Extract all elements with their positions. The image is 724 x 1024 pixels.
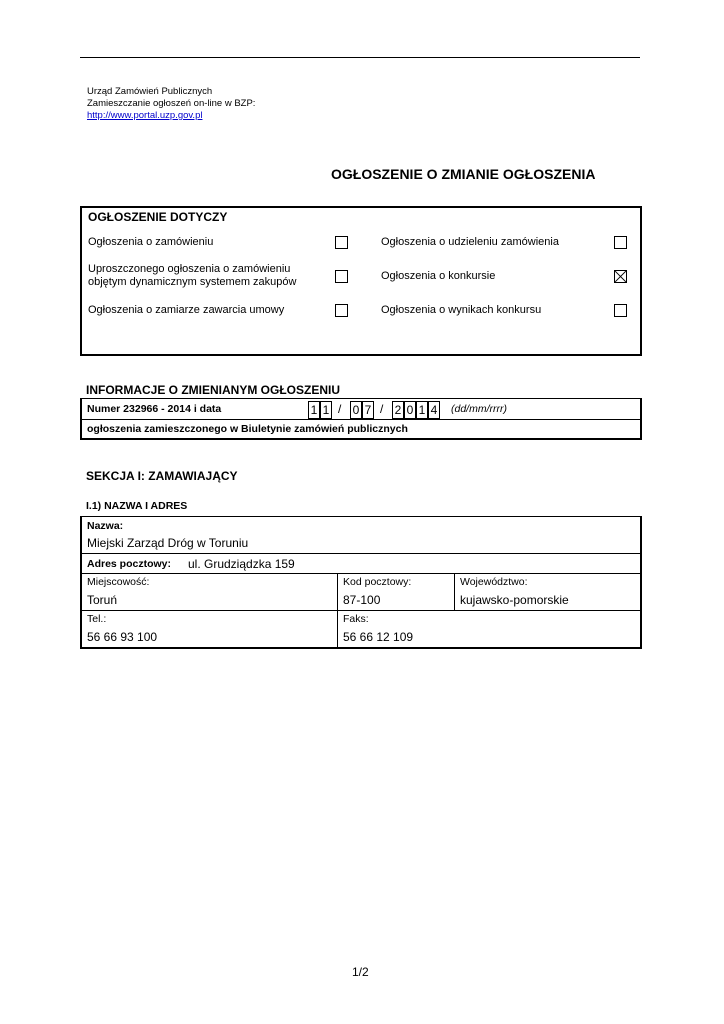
address-label: Adres pocztowy: xyxy=(87,558,172,570)
tel-label: Tel.: xyxy=(87,613,107,625)
city-label: Miejscowość: xyxy=(87,576,150,588)
name-value: Miejski Zarząd Dróg w Toruniu xyxy=(87,536,249,550)
date-day-digit-1[interactable]: 1 xyxy=(308,401,320,419)
checkbox-simplified-notice[interactable] xyxy=(335,270,348,283)
contracting-authority-box xyxy=(80,516,642,649)
changed-notice-heading: INFORMACJE O ZMIENIANYM OGŁOSZENIU xyxy=(86,383,341,397)
checkbox-order-notice[interactable] xyxy=(335,236,348,249)
notice-concerns-box xyxy=(80,206,642,356)
changed-notice-box xyxy=(80,398,642,440)
date-separator: / xyxy=(380,402,384,416)
notice-number-label: Numer 232966 - 2014 i data xyxy=(87,403,222,415)
column-divider xyxy=(454,573,455,610)
portal-link[interactable]: http://www.portal.uzp.gov.pl xyxy=(87,110,203,121)
header-rule xyxy=(80,57,640,58)
checkbox-award-notice[interactable] xyxy=(614,236,627,249)
notice-bulletin-label: ogłoszenia zamieszczonego w Biuletynie zamówień publicznych xyxy=(87,423,408,435)
issuer-header xyxy=(87,86,255,122)
date-year-digit-4[interactable]: 4 xyxy=(428,401,440,419)
date-month-digit-1[interactable]: 0 xyxy=(350,401,362,419)
name-label: Nazwa: xyxy=(87,520,124,532)
date-separator: / xyxy=(338,402,342,416)
row-divider xyxy=(82,573,640,574)
option-label-simplified-notice: Uproszczonego ogłoszenia o zamówieniu objętym dynamicznym systemem zakupów xyxy=(88,263,297,288)
date-year-digit-3[interactable]: 1 xyxy=(416,401,428,419)
section1-subheading: I.1) NAZWA I ADRES xyxy=(86,500,188,512)
section1-heading: SEKCJA I: ZAMAWIAJĄCY xyxy=(86,469,238,483)
city-value: Toruń xyxy=(87,593,118,607)
page-number: 1/2 xyxy=(352,965,369,979)
checkbox-contest-results[interactable] xyxy=(614,304,627,317)
option-label-order-notice: Ogłoszenia o zamówieniu xyxy=(88,236,214,248)
fax-value: 56 66 12 109 xyxy=(343,630,414,644)
address-value: ul. Grudziądzka 159 xyxy=(188,557,295,571)
issuer-name: Urząd Zamówień Publicznych xyxy=(87,86,213,97)
province-label: Województwo: xyxy=(460,576,528,588)
document-title: OGŁOSZENIE O ZMIANIE OGŁOSZENIA xyxy=(331,166,596,182)
tel-value: 56 66 93 100 xyxy=(87,630,158,644)
checkbox-contest-notice[interactable] xyxy=(614,270,627,283)
date-format-hint: (dd/mm/rrrr) xyxy=(451,403,507,415)
fax-label: Faks: xyxy=(343,613,369,625)
row-divider xyxy=(82,610,640,611)
date-year-digit-1[interactable]: 2 xyxy=(392,401,404,419)
option-label-contest-notice: Ogłoszenia o konkursie xyxy=(381,270,496,282)
option-label-intent-notice: Ogłoszenia o zamiarze zawarcia umowy xyxy=(88,304,285,316)
date-day-digit-2[interactable]: 1 xyxy=(320,401,332,419)
checkbox-intent-notice[interactable] xyxy=(335,304,348,317)
province-value: kujawsko-pomorskie xyxy=(460,593,569,607)
date-month-digit-2[interactable]: 7 xyxy=(362,401,374,419)
row-divider xyxy=(82,553,640,554)
issuer-subtitle: Zamieszczanie ogłoszeń on-line w BZP: xyxy=(87,98,256,109)
option-label-award-notice: Ogłoszenia o udzieleniu zamówienia xyxy=(381,236,559,248)
postal-code-value: 87-100 xyxy=(343,593,381,607)
notice-concerns-heading: OGŁOSZENIE DOTYCZY xyxy=(88,210,228,224)
option-label-contest-results: Ogłoszenia o wynikach konkursu xyxy=(381,304,542,316)
postal-code-label: Kod pocztowy: xyxy=(343,576,412,588)
date-year-digit-2[interactable]: 0 xyxy=(404,401,416,419)
notice-number-row xyxy=(82,399,640,420)
